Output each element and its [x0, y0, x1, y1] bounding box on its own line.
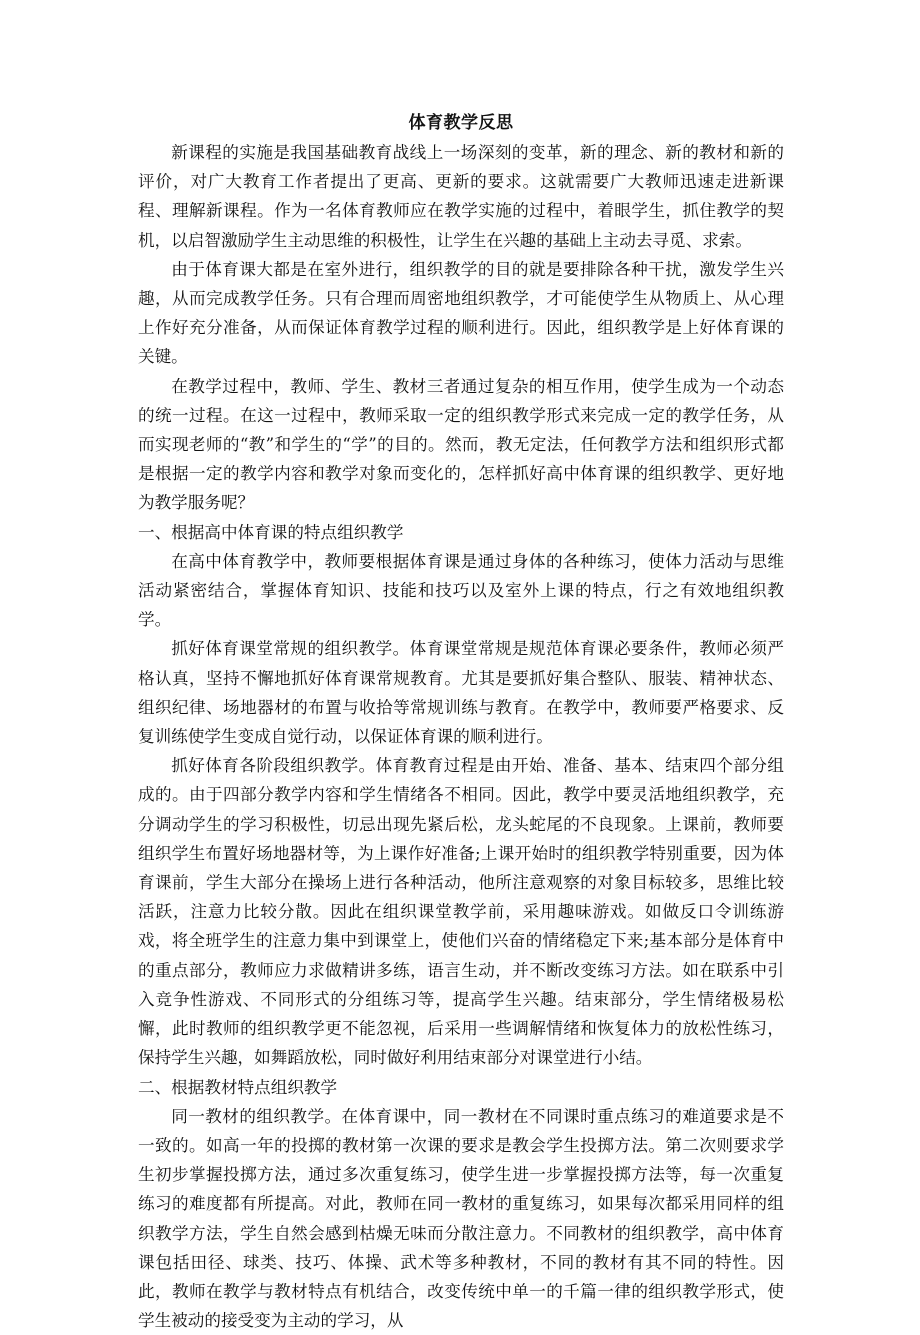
section-heading-2: 二、根据教材特点组织教学: [138, 1077, 338, 1097]
paragraph-teaching-process: 在教学过程中，教师、学生、教材三者通过复杂的相互作用，使学生成为一个动态的统一过程。在这一过程中，教师采取一定的组织教学形式来完成一定的教学任务，从而实现老师的“教”和学生的“学”的目的。然而，教无定法，任何教学方法和组织形式都是根据一定的教学内容和教学对象而变化的，怎样抓好高中体育课的组织教学、更好地为教学服务呢？: [138, 376, 784, 513]
paragraph-stages: 抓好体育各阶段组织教学。体育教育过程是由开始、准备、基本、结束四个部分组成的。由于四部分教学内容和学生情绪各不相同。因此，教学中要灵活地组织教学，充分调动学生的学习积极性，切忌出现先紧后松，龙头蛇尾的不良现象。上课前，教师要组织学生布置好场地器材等，为上课作好准备;上课开始时的组织教学特别重要，因为体育课前，学生大部分在操场上进行各种活动，他所注意观察的对象目标较多，思维比较活跃，注意力比较分散。因此在组织课堂教学前，采用趣味游戏。如做反口令训练游戏，将全班学生的注意力集中到课堂上，使他们兴奋的情绪稳定下来;基本部分是体育中的重点部分，教师应力求做精讲多练，语言生动，并不断改变练习方法。如在联系中引入竞争性游戏、不同形式的分组练习等，提高学生兴趣。结束部分，学生情绪极易松懈，此时教师的组织教学更不能忽视，后采用一些调解情绪和恢复体力的放松性练习，保持学生兴趣，如舞蹈放松，同时做好利用结束部分对课堂进行小结。: [138, 756, 784, 1068]
paragraph-outdoor-class: 由于体育课大都是在室外进行，组织教学的目的就是要排除各种干扰，激发学生兴趣，从而完成教学任务。只有合理而周密地组织教学，才可能使学生从物质上、从心理上作好充分准备，从而保证体育教学过程的顺利进行。因此，组织教学是上好体育课的关键。: [138, 259, 784, 367]
section-heading-1: 一、根据高中体育课的特点组织教学: [138, 522, 404, 542]
paragraph-classroom-routine: 抓好体育课堂常规的组织教学。体育课堂常规是规范体育课必要条件，教师必须严格认真，坚持不懈地抓好体育课常规教育。尤其是要抓好集合整队、服装、精神状态、组织纪律、场地器材的布置与收拾等常规训练与教育。在教学中，教师要严格要求、反复训练使学生变成自觉行动，以保证体育课的顺利进行。: [138, 639, 784, 747]
document-title: 体育教学反思: [408, 113, 514, 133]
paragraph-same-material: 同一教材的组织教学。在体育课中，同一教材在不同课时重点练习的难道要求是不一致的。如高一年的投掷的教材第一次课的要求是教会学生投掷方法。第二次则要求学生初步掌握投掷方法，通过多次重复练习，使学生进一步掌握投掷方法等，每一次重复练习的难度都有所提高。对此，教师在同一教材的重复练习，如果每次都采用同样的组织教学方法，学生自然会感到枯燥无味而分散注意力。不同教材的组织教学，高中体育课包括田径、球类、技巧、体操、武术等多种教材，不同的教材有其不同的特性。因此，教师在教学与教材特点有机结合，改变传统中单一的千篇一律的组织教学形式，使学生被动的接受变为主动的学习，从: [138, 1106, 784, 1331]
paragraph-intro: 新课程的实施是我国基础教育战线上一场深刻的变革，新的理念、新的教材和新的评价，对广大教育工作者提出了更高、更新的要求。这就需要广大教师迅速走进新课程、理解新课程。作为一名体育教师应在教学实施的过程中，着眼学生，抓住教学的契机，以启智激励学生主动思维的积极性，让学生在兴趣的基础上主动去寻觅、求索。: [138, 143, 784, 250]
paragraph-high-school-features: 在高中体育教学中，教师要根据体育课是通过身体的各种练习，使体力活动与思维活动紧密结合，掌握体育知识、技能和技巧以及室外上课的特点，行之有效地组织教学。: [138, 551, 784, 630]
